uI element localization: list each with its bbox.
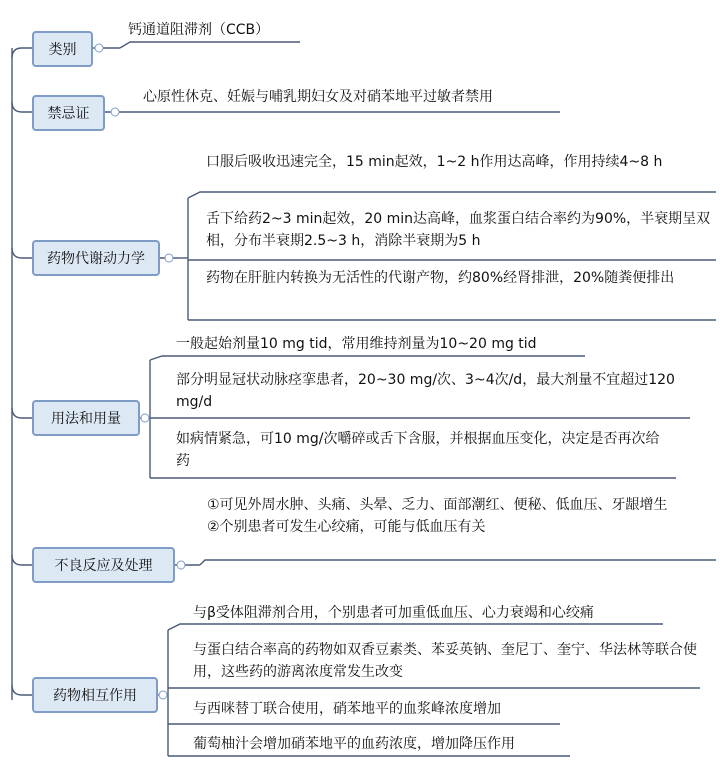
leaf-pk-metabolism: 药物在肝脏内转换为无活性的代谢产物，约80%经肾排泄，20%随粪便排出 (206, 270, 675, 286)
leaf-pk-sublingual: 舌下给药2~3 min起效，20 min达高峰，血浆蛋白结合率约为90%，半衰期呈双相，分布半衰期2.5~3 h，消除半衰期为5 h (206, 211, 711, 249)
leaf-dosage-spasm: 部分明显冠状动脉痉挛患者，20~30 mg/次、3~4次/d，最大剂量不宜超过120 mg/d (176, 372, 675, 410)
category-node-interactions[interactable]: 药物相互作用 (32, 677, 158, 713)
leaf-contraindication: 心原性休克、妊娠与哺乳期妇女及对硝苯地平过敏者禁用 (143, 89, 493, 105)
leaf-interaction-grapefruit: 葡萄柚汁会增加硝苯地平的血药浓度，增加降压作用 (193, 736, 515, 752)
leaf-interaction-beta-blocker: 与β受体阻滞剂合用，个别患者可加重低血压、心力衰竭和心绞痛 (193, 605, 594, 621)
category-node-dosage[interactable]: 用法和用量 (32, 400, 140, 436)
leaf-dosage-standard: 一般起始剂量10 mg tid，常用维持剂量为10~20 mg tid (176, 336, 537, 352)
leaf-adverse-list: ①可见外周水肿、头痛、头晕、乏力、面部潮红、便秘、低血压、牙龈增生 ②个别患者可发生心绞痛，可能与低血压有关 (207, 497, 668, 535)
leaf-class-ccb: 钙通道阻滞剂（CCB） (128, 22, 270, 38)
leaf-dosage-emergency: 如病情紧急，可10 mg/次嚼碎或舌下含服，并根据血压变化，决定是否再次给药 (176, 431, 660, 469)
category-node-class[interactable]: 类别 (32, 31, 93, 67)
leaf-pk-oral: 口服后吸收迅速完全，15 min起效，1~2 h作用达高峰，作用持续4~8 h (206, 154, 663, 170)
category-node-adverse-reactions[interactable]: 不良反应及处理 (32, 547, 175, 583)
leaf-interaction-cimetidine: 与西咪替丁联合使用，硝苯地平的血浆峰浓度增加 (193, 701, 501, 717)
leaf-interaction-protein-binding: 与蛋白结合率高的药物如双香豆素类、苯妥英钠、奎尼丁、奎宁、华法林等联合使用，这些药的游离浓度常发生改变 (193, 642, 697, 680)
category-node-pharmacokinetics[interactable]: 药物代谢动力学 (32, 240, 160, 276)
category-node-contraindication[interactable]: 禁忌证 (32, 95, 105, 131)
